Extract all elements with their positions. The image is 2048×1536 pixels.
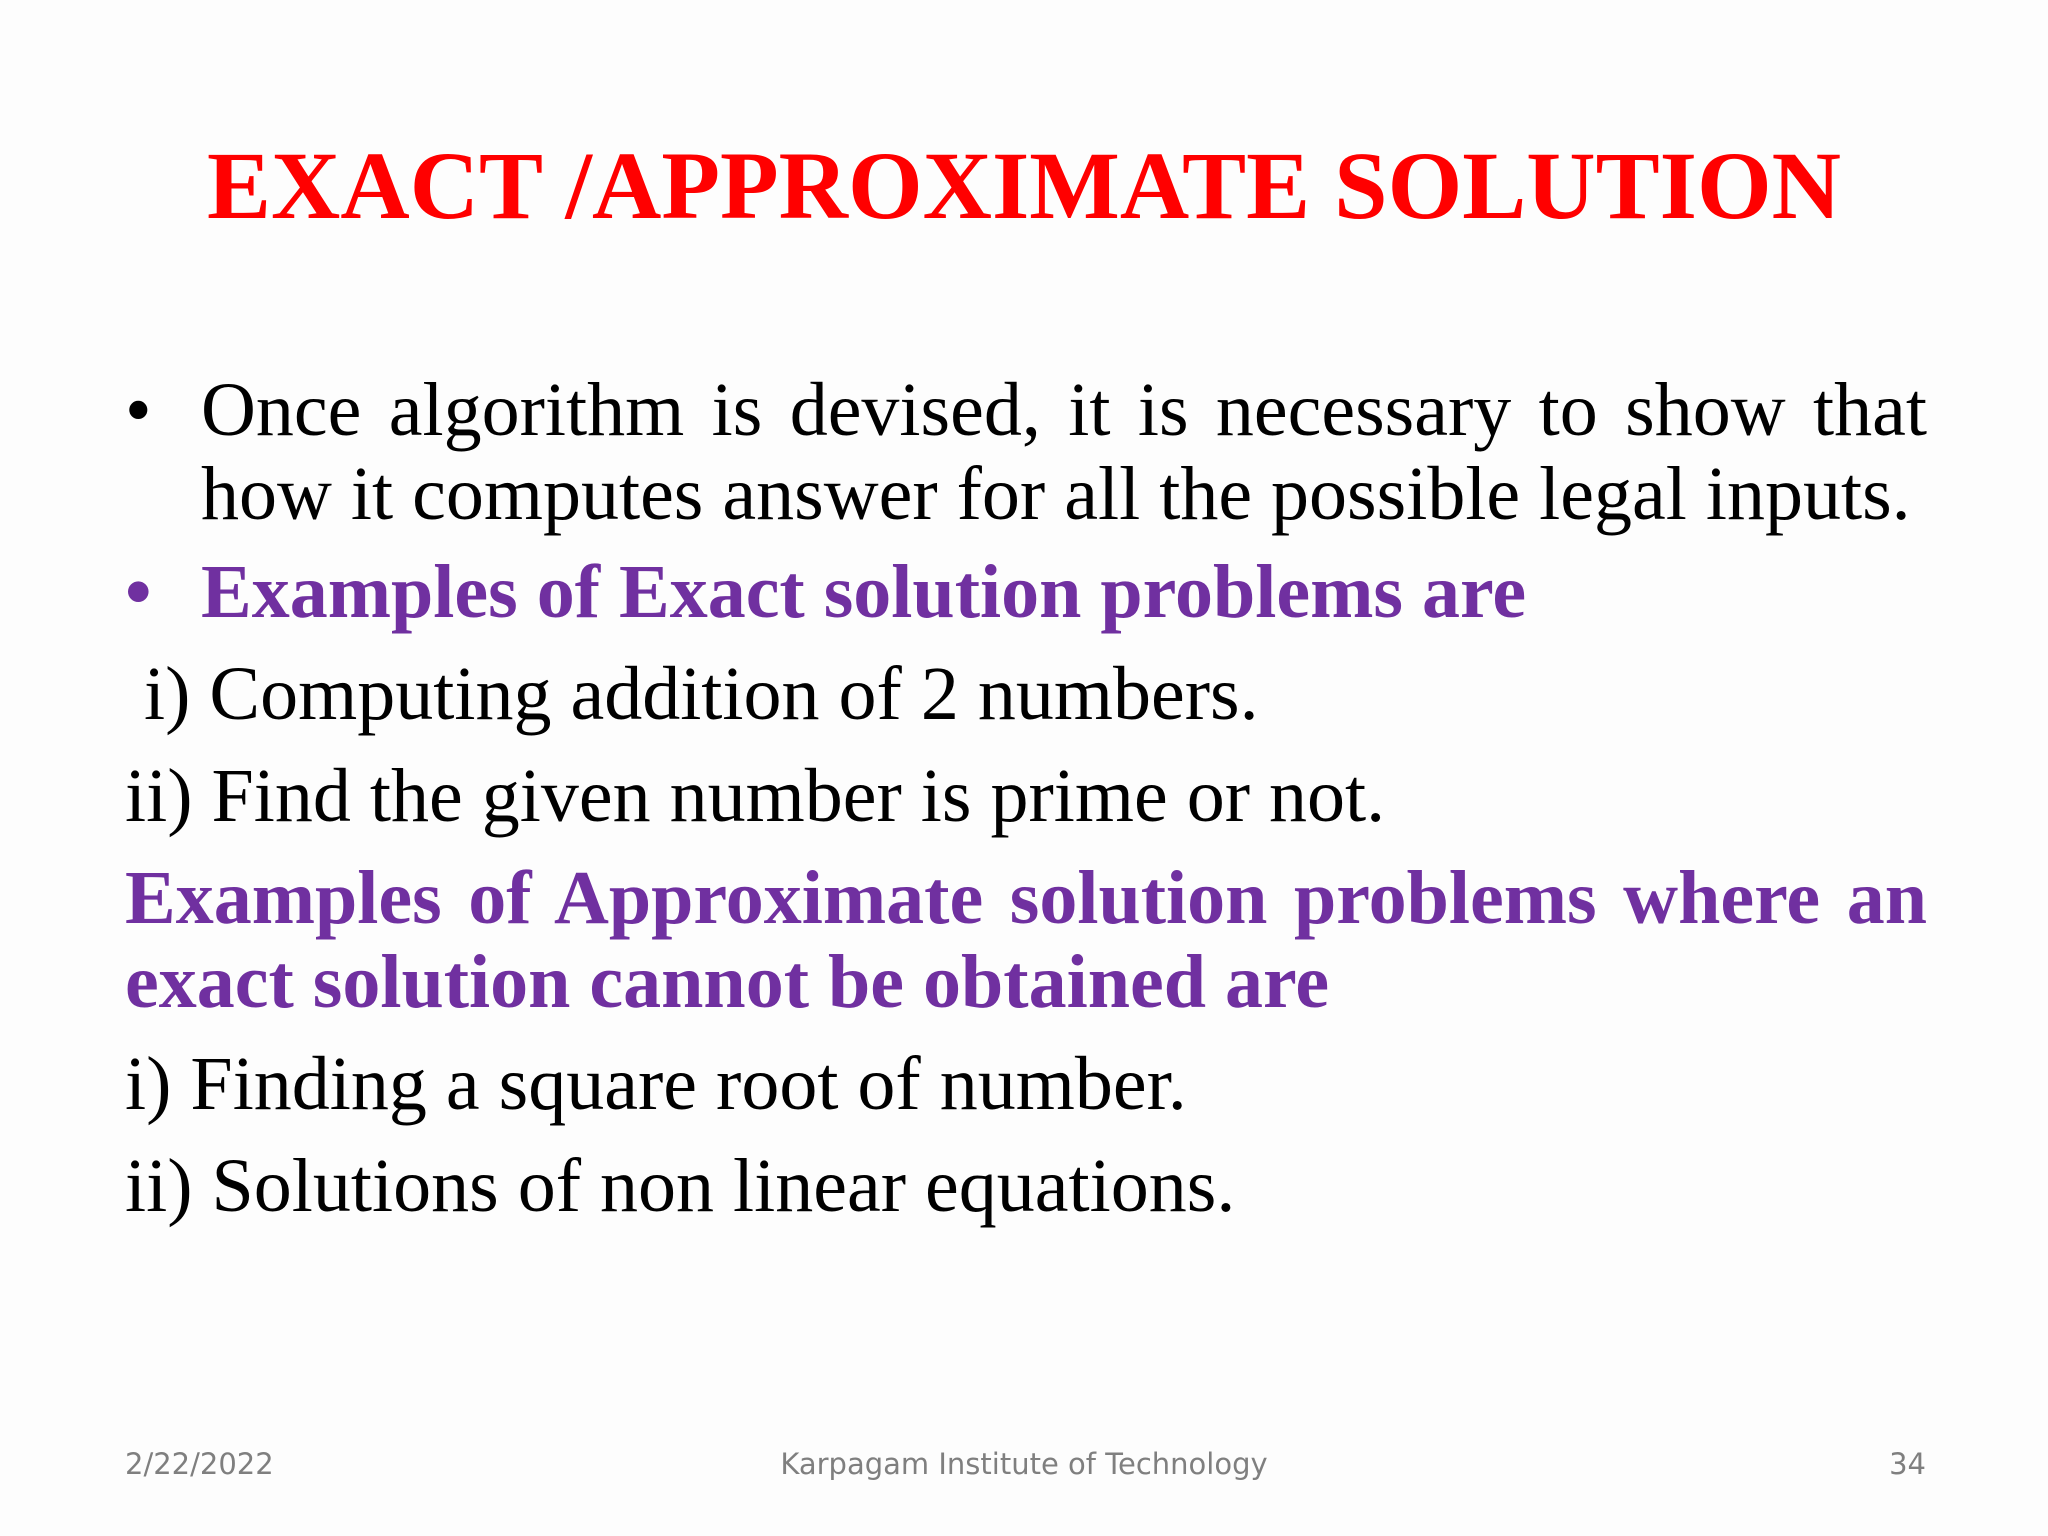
exact-examples-heading: Examples of Exact solution problems are — [201, 550, 1527, 634]
footer-date: 2/22/2022 — [125, 1447, 274, 1481]
slide-title: EXACT /APPROXIMATE SOLUTION — [207, 132, 1841, 239]
bullet-marker: • — [125, 368, 152, 452]
exact-example-item: ii) Find the given number is prime or not. — [125, 754, 1386, 838]
bullet-item — [125, 550, 1927, 634]
slide-body — [125, 368, 1927, 1228]
exact-example-item: i) Computing addition of 2 numbers. — [125, 652, 1259, 736]
footer-institution: Karpagam Institute of Technology — [780, 1447, 1268, 1481]
approx-example-item: ii) Solutions of non linear equations. — [125, 1144, 1236, 1228]
bullet-text-algorithm: Once algorithm is devised, it is necessary to show that how it computes answer for all the possible legal inputs. — [201, 368, 1927, 536]
approx-example-item: i) Finding a square root of number. — [125, 1042, 1187, 1126]
bullet-item — [125, 368, 1927, 536]
bullet-marker: • — [125, 550, 152, 634]
footer-page-number: 34 — [1889, 1447, 1926, 1481]
approx-examples-heading: Examples of Approximate solution problems where an exact solution cannot be obtained are — [125, 856, 1927, 1024]
